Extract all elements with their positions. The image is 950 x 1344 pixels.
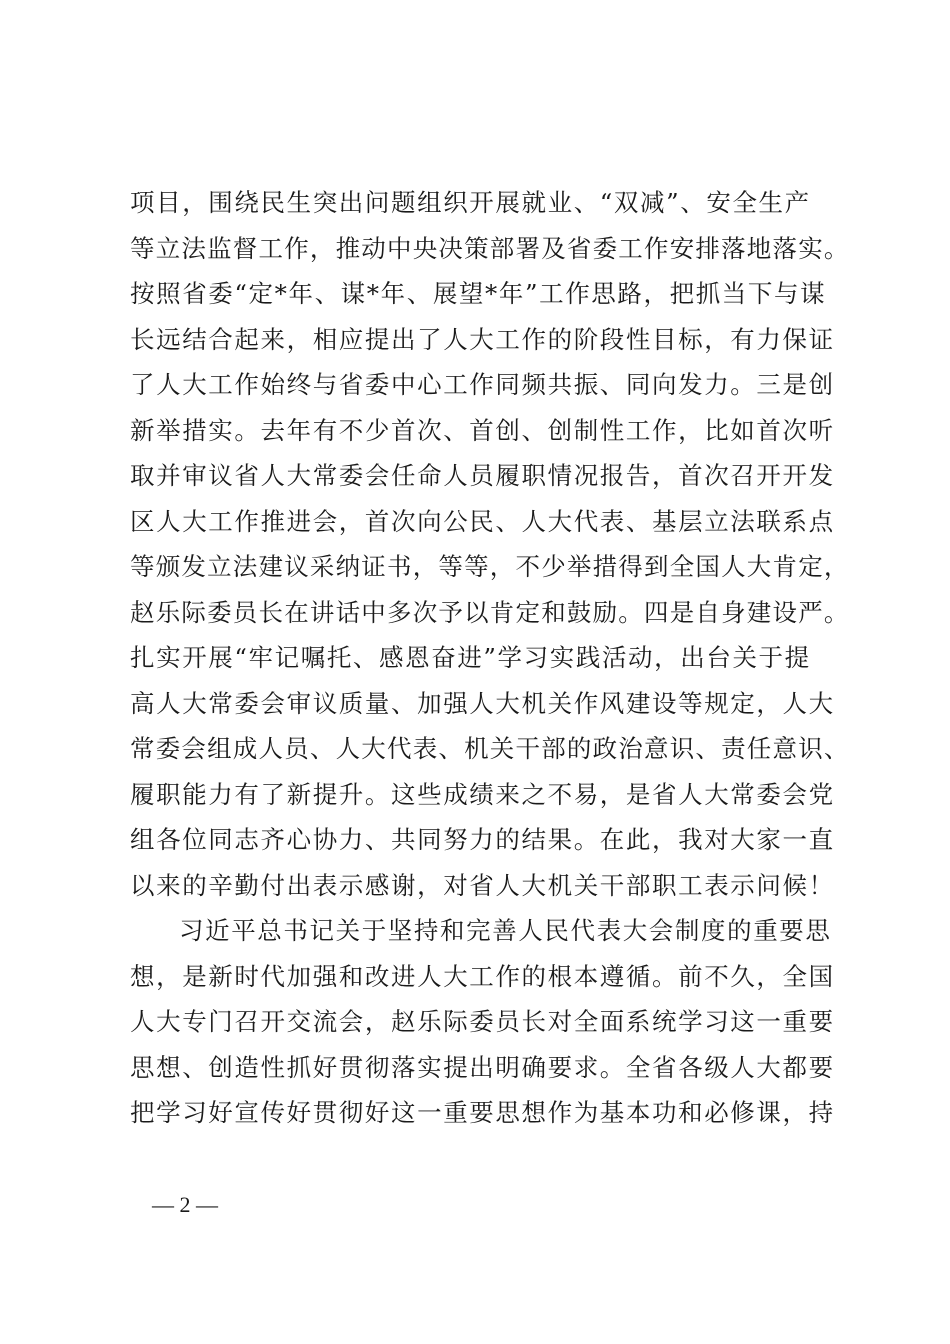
paragraph-start-line: 习近平总书记关于坚持和完善人民代表大会制度的重要思 (179, 916, 832, 945)
text-line: 等立法监督工作，推动中央决策部署及省委工作安排落地落实。 (130, 233, 850, 263)
body-text (130, 180, 850, 1136)
text-line: 新举措实。去年有不少首次、首创、创制性工作，比如首次听 (130, 415, 835, 445)
text-line: 项目，围绕民生突出问题组织开展就业、“双减”、安全生产 (130, 188, 811, 217)
text-line: 思想、创造性抓好贯彻落实提出明确要求。全省各级人大都要 (130, 1052, 835, 1082)
text-line: 常委会组成人员、人大代表、机关干部的政治意识、责任意识、 (130, 734, 850, 763)
text-line: 高人大常委会审议质量、加强人大机关作风建设等规定，人大 (130, 688, 835, 718)
text-line: 履职能力有了新提升。这些成绩来之不易，是省人大常委会党 (130, 779, 835, 809)
text-line: 区人大工作推进会，首次向公民、人大代表、基层立法联系点 (130, 506, 835, 536)
text-line: 想，是新时代加强和改进人大工作的根本遵循。前不久，全国 (130, 961, 835, 991)
text-line: 组各位同志齐心协力、共同努力的结果。在此，我对大家一直 (130, 825, 835, 854)
text-line: 赵乐际委员长在讲话中多次予以肯定和鼓励。四是自身建设严。 (130, 597, 850, 627)
text-line: 按照省委“定*年、谋*年、展望*年”工作思路，把抓当下与谋 (130, 279, 827, 308)
text-line: 把学习好宣传好贯彻好这一重要思想作为基本功和必修课，持 (130, 1098, 835, 1127)
text-line: 等颁发立法建议采纳证书，等等，不少举措得到全国人大肯定， (130, 552, 850, 581)
text-line: 扎实开展“牢记嘱托、感恩奋进”学习实践活动，出台关于提 (130, 643, 811, 672)
page-number: — 2 — (152, 1192, 218, 1217)
text-line: 人大专门召开交流会，赵乐际委员长对全面系统学习这一重要 (130, 1007, 835, 1036)
text-line: 取并审议省人大常委会任命人员履职情况报告，首次召开开发 (130, 461, 835, 490)
text-line: 以来的辛勤付出表示感谢，对省人大机关干部职工表示问候！ (130, 870, 835, 900)
text-line: 长远结合起来，相应提出了人大工作的阶段性目标，有力保证 (130, 324, 835, 354)
text-line: 了人大工作始终与省委中心工作同频共振、同向发力。三是创 (130, 370, 835, 399)
